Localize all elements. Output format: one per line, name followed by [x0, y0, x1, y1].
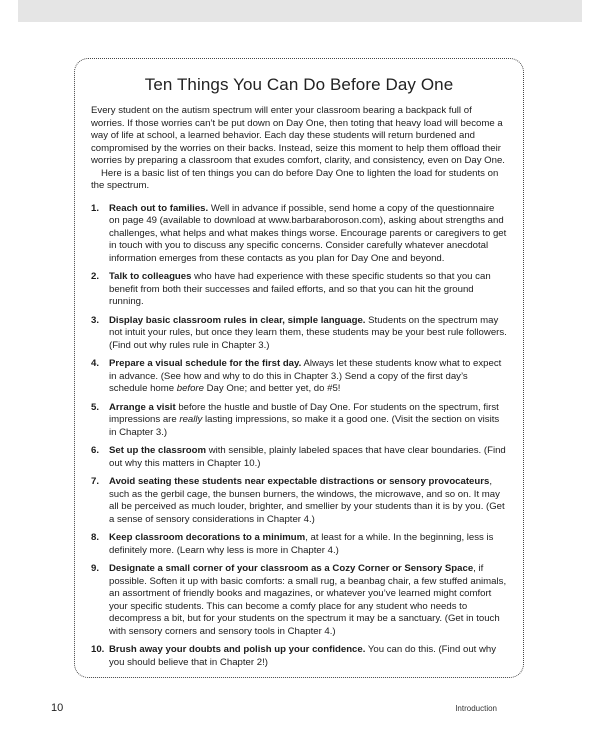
item-number: 4.	[91, 358, 100, 369]
list-item	[91, 315, 507, 353]
item-text: , such as the gerbil cage, the bunsen burners, the windows, the microwave, and so on. It may all be perceived as much louder, brighter, and smellier by your students than it is by you. (Get a sense of sensory considerations in Chapter 4.)	[109, 476, 505, 525]
item-lead: Designate a small corner of your classroom as a Cozy Corner or Sensory Space	[109, 563, 474, 574]
item-number: 8.	[91, 532, 100, 543]
item-text: Always let these students know what to expect in advance. (See how and why to do this in Chapter 3.) Send a copy of the first day’s schedule home	[109, 358, 502, 394]
item-emphasis: really	[179, 414, 203, 425]
tips-box	[74, 58, 524, 678]
item-number: 10.	[91, 644, 105, 655]
item-text: with sensible, plainly labeled spaces that have clear boundaries. (Find out why this matters in Chapter 10.)	[109, 445, 506, 469]
item-number: 1.	[91, 202, 100, 214]
list-item	[91, 203, 507, 266]
list-item	[91, 644, 507, 669]
intro-paragraph: Every student on the autism spectrum will enter your classroom bearing a backpack full of worries. If those worries can’t be put down on Day One, then toting that heavy load will become a way of life at school, a learned behavior. Each day these students will return burdened and compromised by the worries on their backs. Instead, seize this moment to help them offload their worries by preparing a classroom that exudes comfort, clarity, and consistency, even on Day One.	[91, 105, 505, 166]
item-number: 6.	[91, 445, 100, 456]
list-item	[91, 563, 507, 638]
item-lead: Set up the classroom	[109, 445, 207, 456]
item-text: Students on the spectrum may not intuit your rules, but once they learn them, these students may be your best rule followers. (Find out why rules rule in Chapter 3.)	[109, 314, 507, 351]
item-text: , if possible. Soften it up with basic comforts: a small rug, a beanbag chair, a few stuffed animals, an assortment of friendly books and magazines, or whatever you’ve learned might comfort your specific students. This can become a comfy place for any student who needs to decompress a bit, but for your students on the spectrum it may be a sanctuary. (Get in touch with sensory corners and sensory tools in Chapter 4.)	[109, 563, 507, 637]
item-number: 3.	[91, 314, 100, 326]
item-number: 5.	[91, 401, 100, 413]
item-number: 7.	[91, 476, 100, 487]
item-lead: Arrange a visit	[109, 401, 176, 413]
list-item	[91, 445, 507, 470]
item-number: 2.	[91, 271, 100, 282]
item-text: , at least for a while. In the beginning, less is definitely more. (Learn why less is more in Chapter 4.)	[109, 532, 494, 556]
item-text: Well in advance if possible, send home a copy of the questionnaire on page 49 (available to download at www.barbaraboroson.com), asking about strengths and challenges, what helps and what makes things worse. Encourage parents or caregivers to get in touch with you to discuss any specific concerns. Consider carefully whatever anecdotal information emerges from these contacts as you plan for Day One and beyond.	[109, 202, 507, 264]
section-name: Introduction	[455, 704, 497, 713]
item-lead: Avoid seating these students near expectable distractions or sensory provocateurs	[109, 476, 490, 487]
page-top-band	[18, 0, 582, 22]
item-lead: Reach out to families.	[109, 202, 209, 214]
intro-text	[91, 105, 507, 193]
item-lead: Brush away your doubts and polish up your confidence.	[109, 644, 366, 655]
list-item	[91, 476, 507, 526]
list-item	[91, 271, 507, 309]
list-item	[91, 358, 507, 396]
item-lead: Prepare a visual schedule for the first day.	[109, 358, 302, 369]
item-text-continued: Day One; and better yet, do #5!	[203, 383, 341, 394]
box-title: Ten Things You Can Do Before Day One	[144, 75, 454, 94]
intro-paragraph: Here is a basic list of ten things you can do before Day One to lighten the load for students on the spectrum.	[91, 167, 499, 191]
item-lead: Keep classroom decorations to a minimum	[109, 532, 306, 543]
item-lead: Talk to colleagues	[109, 271, 192, 282]
item-lead: Display basic classroom rules in clear, simple language.	[109, 314, 366, 326]
item-text: who have had experience with these specific students so that you can benefit from both their successes and failed efforts, and so that you can hit the ground running.	[109, 271, 491, 307]
item-emphasis: before	[176, 383, 204, 394]
item-number: 9.	[91, 563, 100, 574]
item-text: You can do this. (Find out why you should believe that in Chapter 2!)	[109, 644, 497, 668]
list-item	[91, 402, 507, 440]
list-item	[91, 532, 507, 557]
item-text: before the hustle and bustle of Day One. For students on the spectrum, first impressions are	[109, 401, 499, 425]
item-text-continued: lasting impressions, so make it a good one. (Visit the section on visits in Chapter 3.)	[109, 414, 500, 438]
page-number: 10	[51, 702, 64, 714]
ten-things-list	[91, 203, 507, 670]
